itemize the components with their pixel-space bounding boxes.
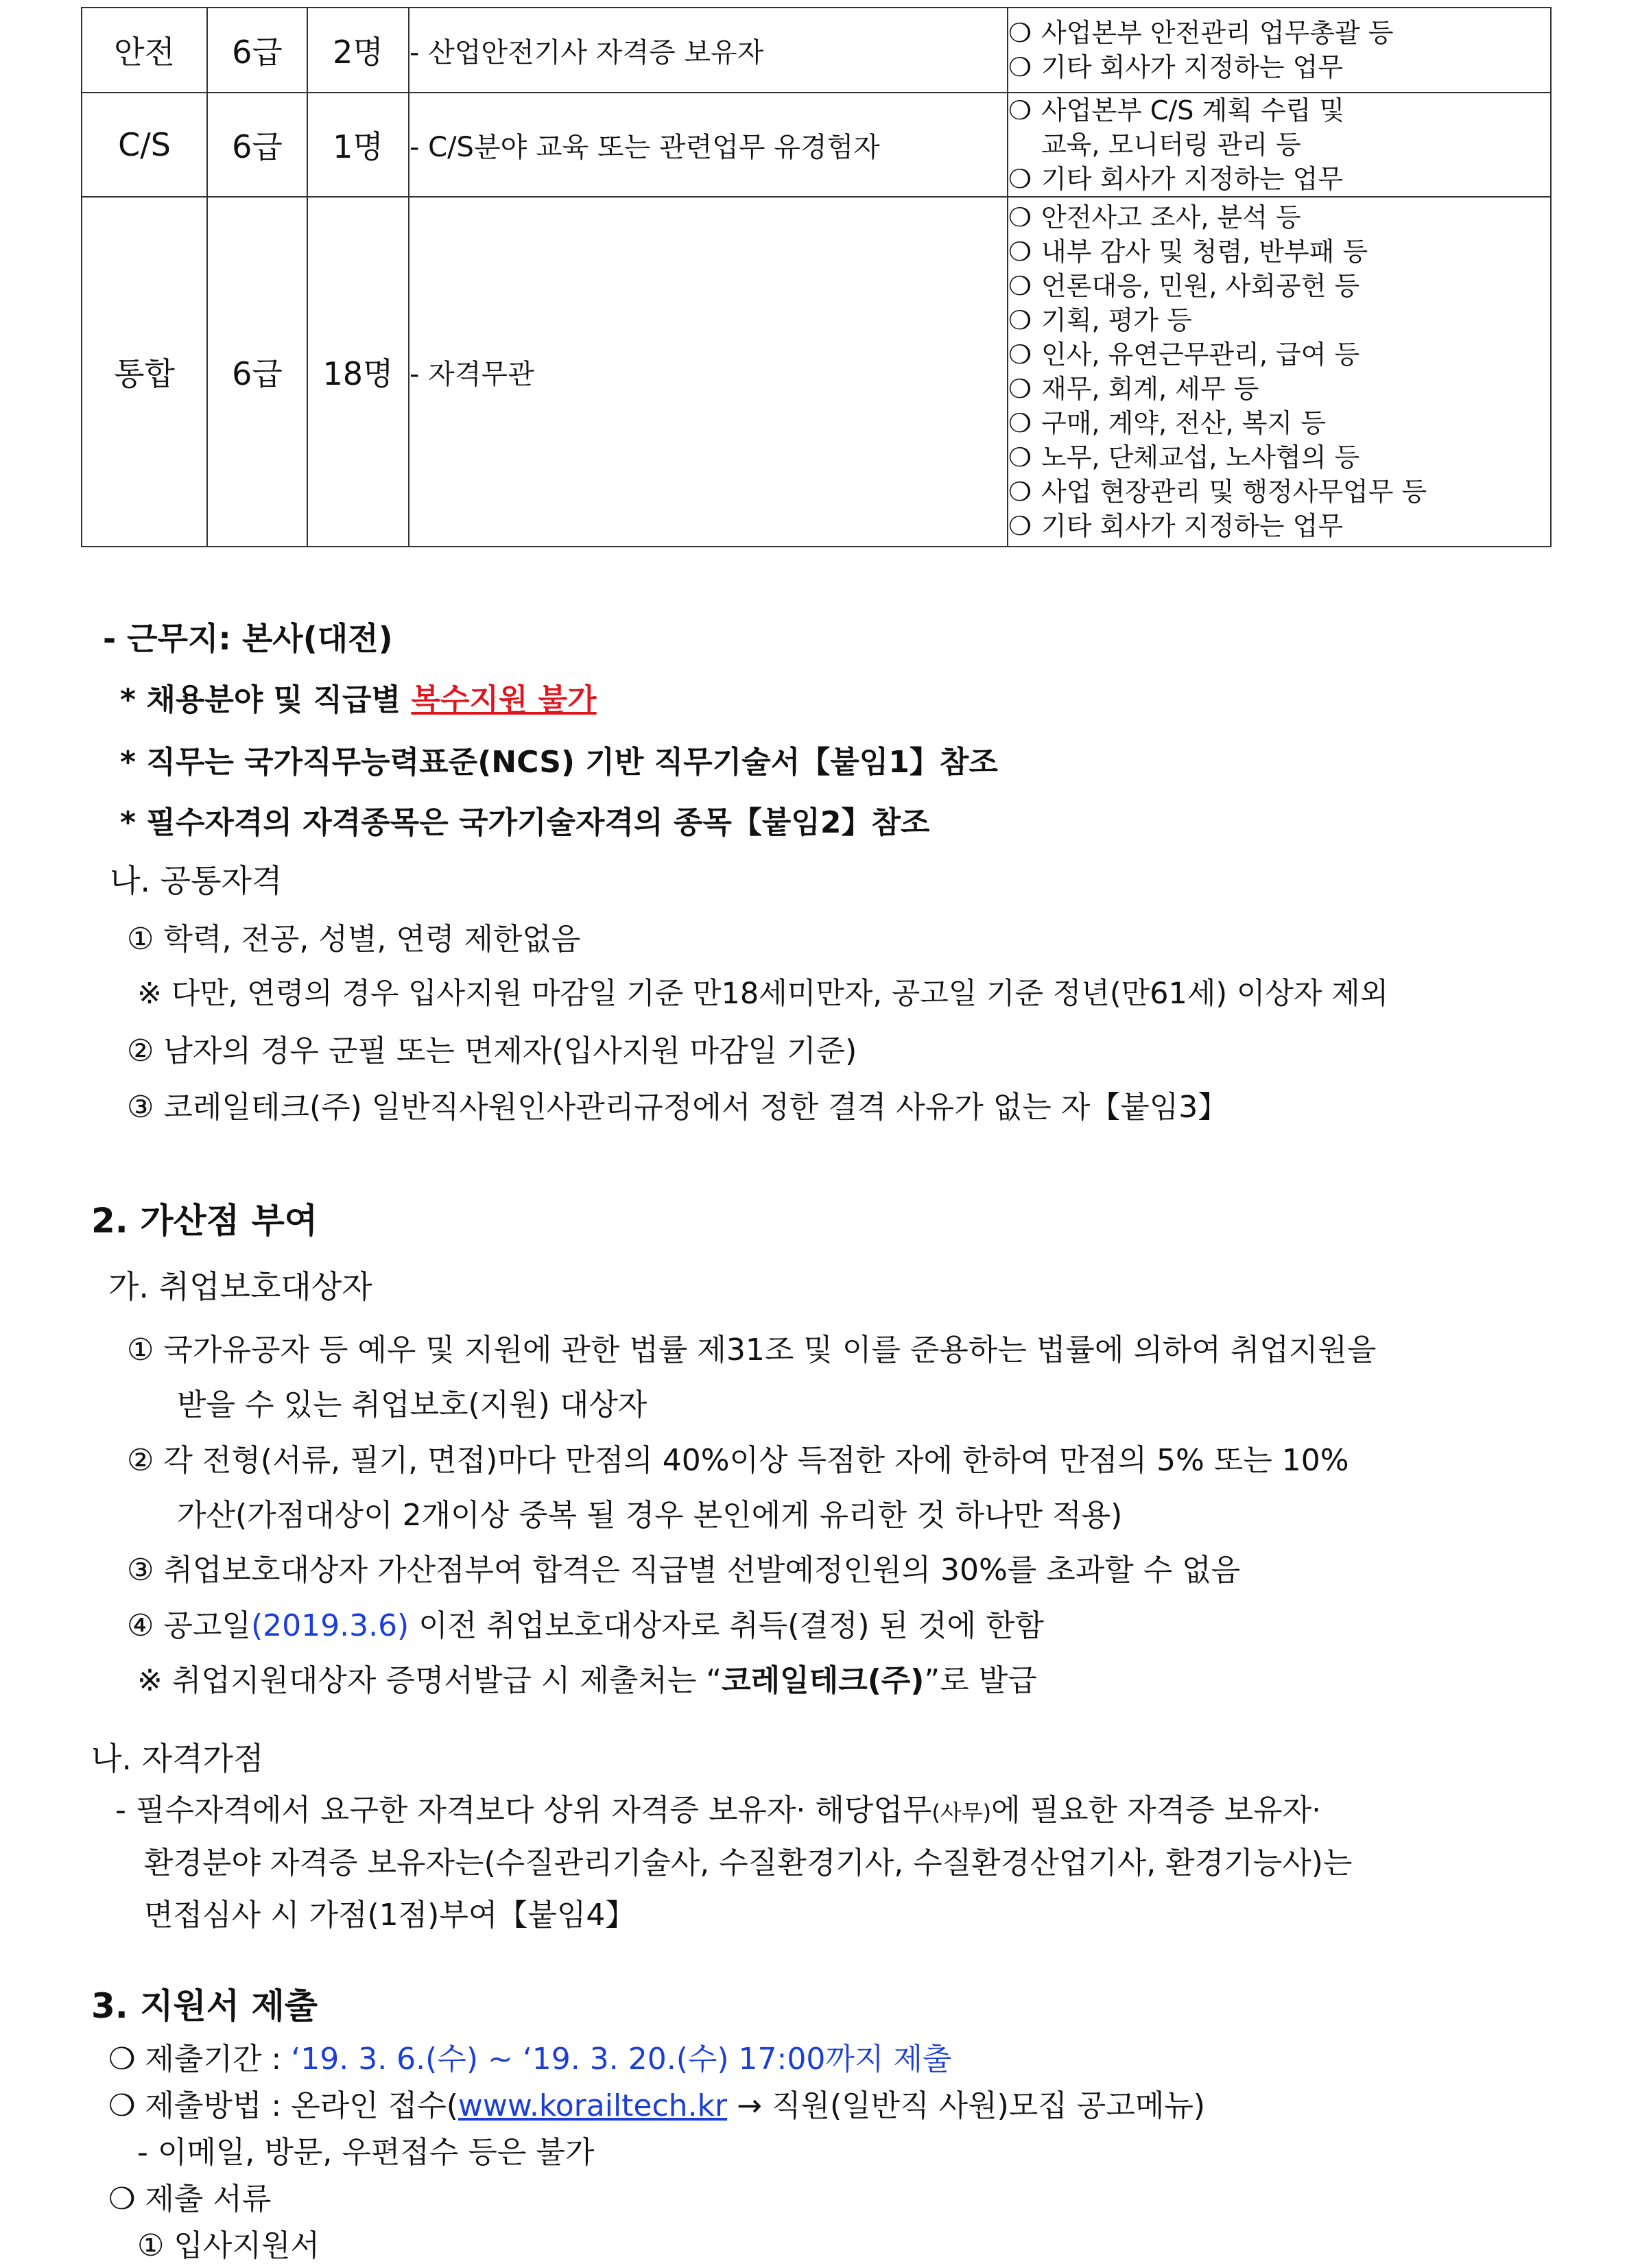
duty-item: ❍ 재무, 회계, 세무 등 [1008,372,1550,406]
duty-item: ❍ 노무, 단체교섭, 노사협의 등 [1008,440,1550,475]
field-cell: C/S [82,93,207,197]
section-3-title: 3. 지원서 제출 [91,1986,318,2026]
count-cell: 1명 [307,93,409,197]
circle-bullet-icon: ❍ [1008,305,1032,335]
count-cell: 2명 [307,8,409,93]
duty-item: ❍ 안전사고 조사, 분석 등 [1008,200,1550,235]
duties-cell [1008,8,1551,93]
doc-item-1: ① 입사지원서 [137,2228,320,2263]
website-link[interactable]: www.korailtech.kr [458,2088,728,2123]
duty-item: 교육, 모니터링 관리 등 [1041,130,1301,160]
common-item-1: ① 학력, 전공, 성별, 연령 제한없음 [127,922,581,957]
duty-item: ❍ 언론대응, 민원, 사회공헌 등 [1008,269,1550,303]
table-row-safety [82,8,1551,93]
grade-cell: 6급 [207,197,307,547]
duty-item: ❍ 기타 회사가 지정하는 업무 [1008,162,1550,196]
circle-bullet-icon: ❍ [1008,374,1032,404]
count-cell: 18명 [307,197,409,547]
requirement-cell: - 자격무관 [409,197,1008,547]
protection-item-2-line2: 가산(가점대상이 2개이상 중복 될 경우 본인에게 유리한 것 하나만 적용) [177,1498,1123,1533]
duty-item: ❍ 인사, 유연근무관리, 급여 등 [1008,337,1550,372]
recruitment-table [81,7,1552,547]
protection-item-4: ④ 공고일(2019.3.6) 이전 취업보호대상자로 취득(결정) 된 것에 한함 [127,1608,1045,1643]
circle-bullet-icon: ❍ [1008,237,1032,267]
protection-item-1-line2: 받을 수 있는 취업보호(지원) 대상자 [177,1387,648,1422]
submission-period-value: ‘19. 3. 6.(수) ~ ‘19. 3. 20.(수) 17:00까지 제출 [291,2042,952,2077]
circle-bullet-icon: ❍ [1008,477,1032,507]
duty-item: ❍ 사업 현장관리 및 행정사무업무 등 [1008,475,1550,509]
section-2-title: 2. 가산점 부여 [91,1201,318,1241]
requirement-cell: - 산업안전기사 자격증 보유자 [409,8,1008,93]
requirement-cell: - C/S분야 교육 또는 관련업무 유경험자 [409,93,1008,197]
circle-bullet-icon: ❍ [1008,52,1032,82]
common-item-2: ② 남자의 경우 군필 또는 면제자(입사지원 마감일 기준) [127,1034,857,1069]
note-multiple-application: * 채용분야 및 직급별 복수지원 불가 [120,682,597,717]
submission-method-note: - 이메일, 방문, 우편접수 등은 불가 [137,2135,595,2170]
submission-method: ❍ 제출방법 : 온라인 접수(www.korailtech.kr → 직원(일반직 사원)모집 공고메뉴) [108,2088,1205,2123]
duty-item: ❍ 기타 회사가 지정하는 업무 [1008,509,1550,543]
field-cell: 안전 [82,8,207,93]
submission-period: ❍ 제출기간 : ‘19. 3. 6.(수) ~ ‘19. 3. 20.(수) 17:00까지 제출 [108,2042,952,2077]
submission-docs-title: ❍ 제출 서류 [108,2182,272,2217]
common-qualification-title: 나. 공통자격 [110,862,283,899]
field-cell: 통합 [82,197,207,547]
subsection-qualification-bonus: 나. 자격가점 [91,1740,264,1777]
duty-item: ❍ 사업본부 C/S 계획 수립 및 [1008,93,1550,128]
circle-bullet-icon: ❍ [1008,442,1032,473]
duties-cell [1008,197,1551,547]
note-warning-highlight: 복수지원 불가 [411,682,597,717]
circle-bullet-icon: ❍ [1008,164,1032,194]
circle-bullet-icon: ❍ [1008,339,1032,370]
protection-note: ※ 취업지원대상자 증명서발급 시 제출처는 “코레일테크(주)”로 발급 [137,1663,1037,1698]
table-row-cs [82,93,1551,197]
table-row-integrated [82,197,1551,547]
circle-bullet-icon: ❍ [1008,95,1032,126]
bonus-line-3: 면접심사 시 가점(1점)부여【붙임4】 [144,1898,636,1933]
duty-item: ❍ 사업본부 안전관리 업무총괄 등 [1008,16,1550,50]
workplace-text: - 근무지: 본사(대전) [103,620,393,657]
note-ncs: * 직무는 국가직무능력표준(NCS) 기반 직무기술서【붙임1】참조 [120,745,998,780]
duties-cell [1008,93,1551,197]
circle-bullet-icon: ❍ [1008,202,1032,232]
duty-item: ❍ 구매, 계약, 전산, 복지 등 [1008,406,1550,440]
subsection-employment-protection: 가. 취업보호대상자 [108,1268,372,1305]
duty-item: ❍ 기타 회사가 지정하는 업무 [1008,50,1550,84]
bonus-line-1: - 필수자격에서 요구한 자격보다 상위 자격증 보유자· 해당업무(사무)에 필요한 자격증 보유자· [115,1793,1322,1828]
protection-item-2-line1: ② 각 전형(서류, 필기, 면접)마다 만점의 40%이상 득점한 자에 한하여 만점의 5% 또는 10% [127,1443,1349,1478]
circle-bullet-icon: ❍ [1008,408,1032,438]
grade-cell: 6급 [207,93,307,197]
circle-bullet-icon: ❍ [1008,511,1032,541]
announcement-date: (2019.3.6) [250,1608,409,1643]
note-qualification: * 필수자격의 자격종목은 국가기술자격의 종목【붙임2】참조 [120,805,930,840]
common-item-3: ③ 코레일테크(주) 일반직사원인사관리규정에서 정한 결격 사유가 없는 자【붙임3】 [127,1090,1228,1125]
circle-bullet-icon: ❍ [1008,271,1032,301]
circle-bullet-icon: ❍ [1008,18,1032,48]
duty-item: ❍ 내부 감사 및 청렴, 반부패 등 [1008,235,1550,269]
company-name: 코레일테크(주) [722,1663,925,1698]
bonus-line-2: 환경분야 자격증 보유자는(수질관리기술사, 수질환경기사, 수질환경산업기사, 환경기능사)는 [144,1846,1353,1881]
grade-cell: 6급 [207,8,307,93]
duty-item: ❍ 기획, 평가 등 [1008,303,1550,337]
protection-item-1-line1: ① 국가유공자 등 예우 및 지원에 관한 법률 제31조 및 이를 준용하는 법률에 의하여 취업지원을 [127,1333,1377,1368]
protection-item-3: ③ 취업보호대상자 가산점부여 합격은 직급별 선발예정인원의 30%를 초과할 수 없음 [127,1553,1241,1588]
common-item-1-note: ※ 다만, 연령의 경우 입사지원 마감일 기준 만18세미만자, 공고일 기준 정년(만61세) 이상자 제외 [137,977,1389,1011]
